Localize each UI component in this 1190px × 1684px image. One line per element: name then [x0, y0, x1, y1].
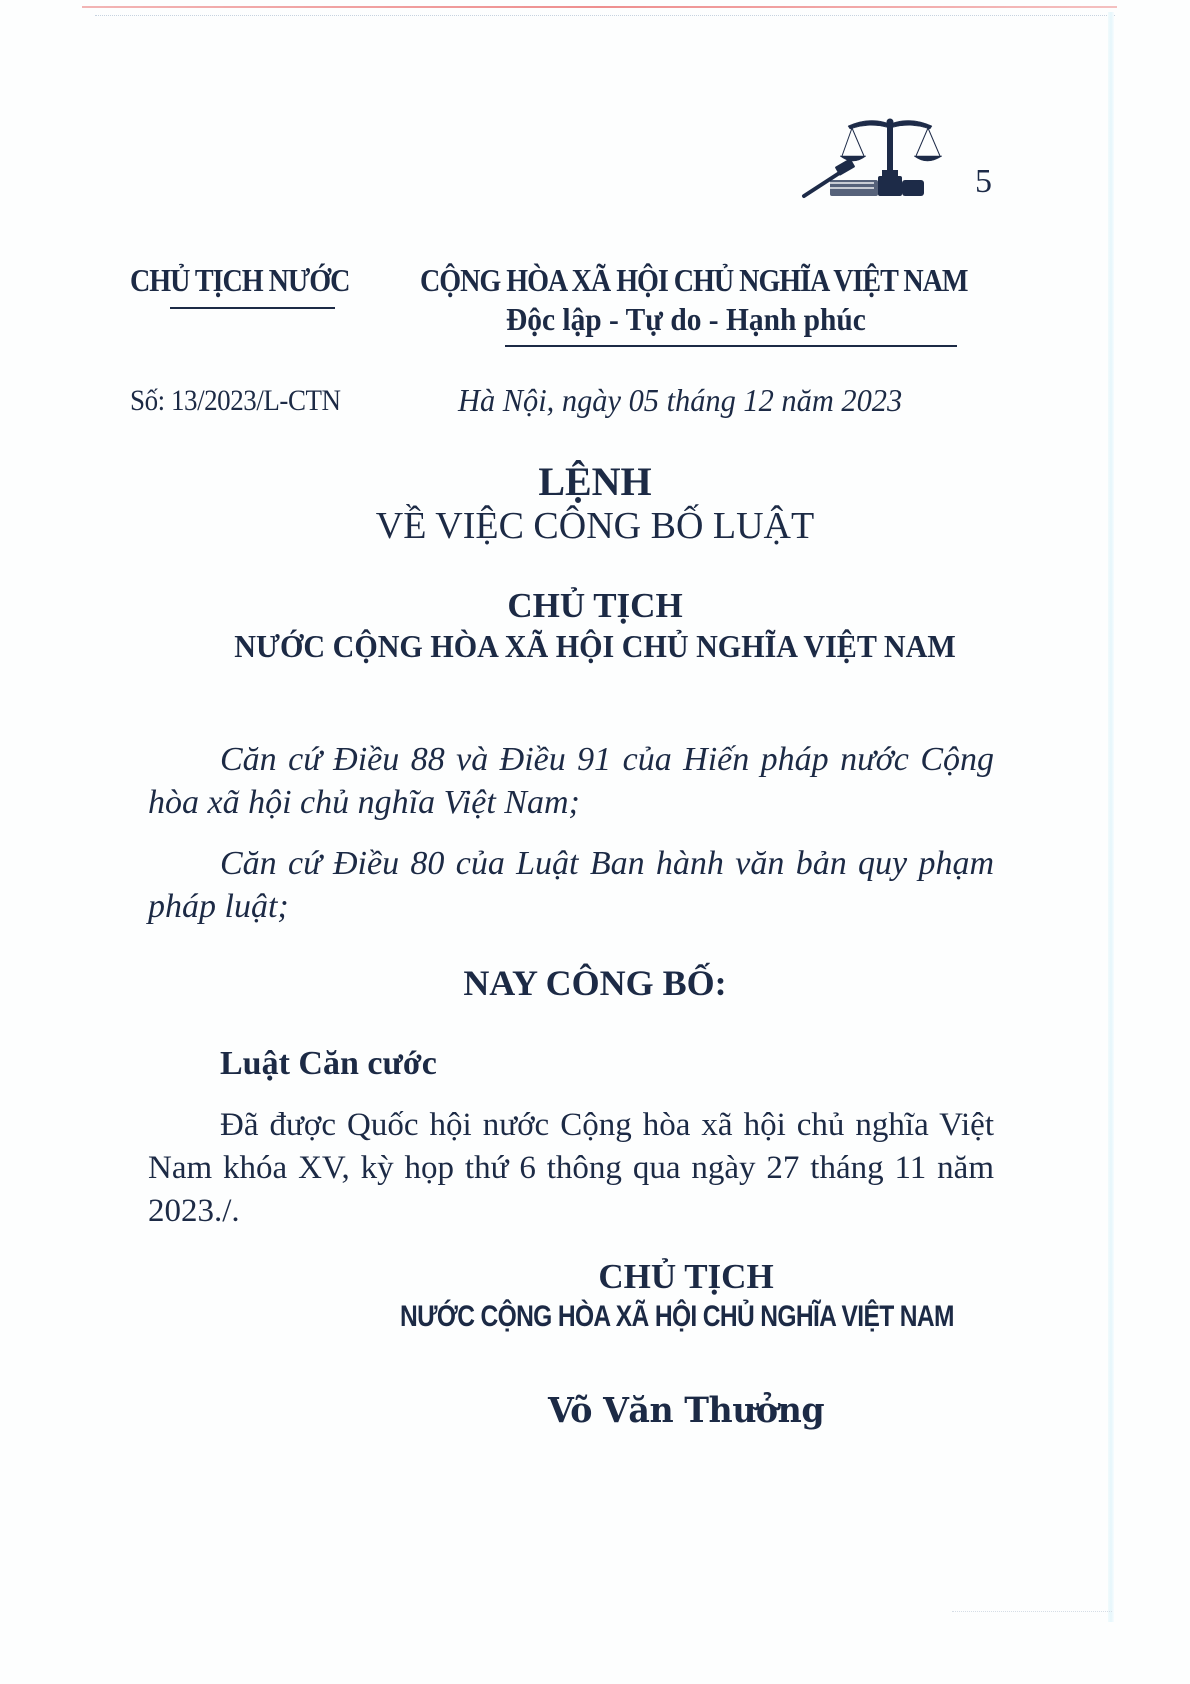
law-description: [148, 1104, 994, 1233]
preamble-text: Căn cứ Điều 80 của Luật Ban hành văn bản quy phạm pháp luật;: [148, 845, 994, 925]
authority-country: NƯỚC CỘNG HÒA XÃ HỘI CHỦ NGHĨA VIỆT NAM: [234, 628, 956, 664]
page-top-border: [82, 6, 1117, 8]
law-description-text: Đã được Quốc hội nước Cộng hòa xã hội chủ nghĩa Việt Nam khóa XV, kỳ họp thứ 6 thông qua ngày 27 tháng 11 năm 2023./.: [148, 1107, 994, 1229]
signer-name: Võ Văn Thưởng: [548, 1390, 825, 1431]
issuer-underline: [170, 307, 335, 309]
motto-underline: [505, 345, 957, 347]
page-number: 5: [975, 163, 992, 200]
signature-title: CHỦ TỊCH: [598, 1257, 774, 1296]
page-right-edge: [1108, 12, 1114, 1622]
national-motto: Độc lập - Tự do - Hạnh phúc: [506, 301, 866, 337]
country-heading: CỘNG HÒA XÃ HỘI CHỦ NGHĨA VIỆT NAM: [420, 262, 968, 298]
document-subject: VỀ VIỆC CÔNG BỐ LUẬT: [375, 505, 815, 547]
document-number: Số: 13/2023/L-CTN: [130, 384, 341, 417]
signature-country: NƯỚC CỘNG HÒA XÃ HỘI CHỦ NGHĨA VIỆT NAM: [400, 1300, 954, 1333]
document-type-title: LỆNH: [538, 459, 652, 504]
scales-of-justice-gavel-icon: [800, 112, 950, 202]
announcement-heading: NAY CÔNG BỐ:: [463, 963, 727, 1003]
page-bottom-edge: [952, 1611, 1112, 1613]
place-and-date: Hà Nội, ngày 05 tháng 12 năm 2023: [458, 382, 903, 418]
scan-artifact-line: [95, 15, 1115, 17]
authority-title: CHỦ TỊCH: [507, 586, 683, 625]
law-name: Luật Căn cước: [220, 1045, 437, 1082]
issuer-heading: CHỦ TỊCH NƯỚC: [130, 262, 350, 298]
preamble-text: Căn cứ Điều 88 và Điều 91 của Hiến pháp nước Cộng hòa xã hội chủ nghĩa Việt Nam;: [148, 741, 994, 821]
preamble-paragraph: [148, 738, 994, 824]
preamble-paragraph: [148, 842, 994, 928]
